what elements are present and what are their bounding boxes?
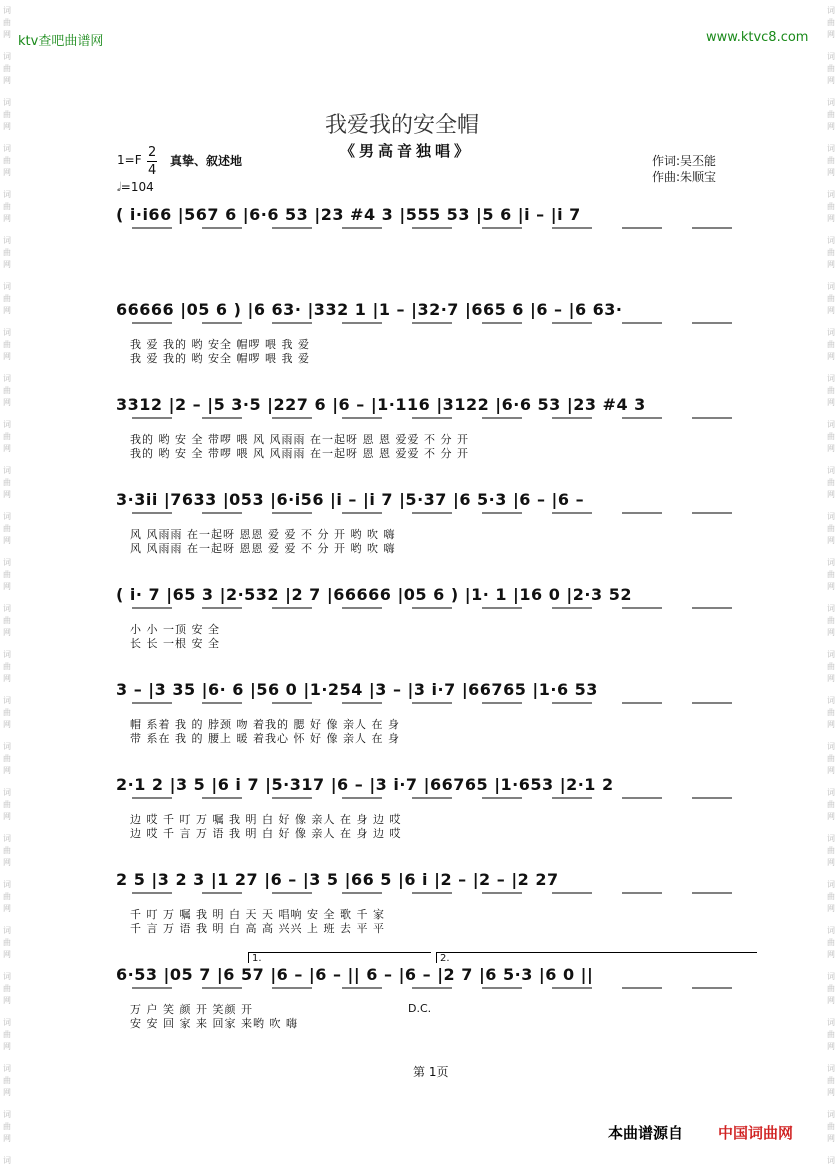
watermark-glyph: 词	[3, 880, 11, 889]
watermark-glyph: 曲	[3, 110, 11, 119]
watermark-glyph: 网	[827, 1088, 835, 1097]
beam-lines	[116, 605, 776, 619]
watermark-glyph: 网	[827, 904, 835, 913]
watermark-glyph: 曲	[3, 1122, 11, 1131]
watermark-glyph: 词	[3, 742, 11, 751]
watermark-glyph: 网	[827, 536, 835, 545]
watermark-glyph: 词	[827, 282, 835, 291]
watermark-glyph: 网	[3, 122, 11, 131]
notation-line: 3·3ii |7633 |053 |6·i56 |i – |i 7 |5·37 |6 5·3 |6 – |6 –	[116, 490, 585, 509]
time-signature-bottom: 4	[148, 163, 157, 178]
lyrics-verse-2: 带 系在 我 的 腰上 暖 着我心 怀 好 像 亲人 在 身	[130, 732, 400, 745]
watermark-glyph: 词	[827, 788, 835, 797]
watermark-glyph: 曲	[827, 616, 835, 625]
watermark-glyph: 网	[827, 628, 835, 637]
watermark-glyph: 词	[3, 1156, 11, 1165]
da-capo-mark: D.C.	[408, 1002, 432, 1015]
watermark-glyph: 词	[827, 834, 835, 843]
watermark-glyph: 词	[827, 236, 835, 245]
watermark-glyph: 网	[3, 720, 11, 729]
song-title: 我爱我的安全帽	[325, 113, 480, 138]
watermark-glyph: 网	[3, 766, 11, 775]
left-watermark-strip	[2, 0, 14, 1169]
watermark-glyph: 曲	[827, 708, 835, 717]
watermark-glyph: 词	[3, 282, 11, 291]
watermark-glyph: 网	[3, 260, 11, 269]
watermark-glyph: 曲	[827, 110, 835, 119]
lyrics-verse-1: 边 哎 千 叮 万 嘱 我 明 白 好 像 亲人 在 身 边 哎	[130, 813, 402, 826]
watermark-glyph: 词	[3, 328, 11, 337]
watermark-glyph: 网	[827, 122, 835, 131]
watermark-glyph: 曲	[827, 846, 835, 855]
watermark-glyph: 词	[3, 558, 11, 567]
watermark-glyph: 网	[3, 490, 11, 499]
watermark-glyph: 网	[827, 352, 835, 361]
watermark-glyph: 曲	[3, 18, 11, 27]
watermark-glyph: 曲	[3, 616, 11, 625]
watermark-glyph: 曲	[827, 984, 835, 993]
watermark-glyph: 网	[827, 858, 835, 867]
watermark-glyph: 网	[3, 306, 11, 315]
watermark-glyph: 网	[3, 950, 11, 959]
lyrics-verse-1: 我的 哟 安 全 带啰 喂 风 风雨雨 在一起呀 恩 恩 爱爱 不 分 开	[130, 433, 469, 446]
watermark-glyph: 网	[827, 766, 835, 775]
watermark-glyph: 词	[827, 98, 835, 107]
watermark-glyph: 词	[827, 1064, 835, 1073]
watermark-glyph: 词	[3, 374, 11, 383]
lyrics-verse-2: 边 哎 千 言 万 语 我 明 白 好 像 亲人 在 身 边 哎	[130, 827, 402, 840]
lyrics-verse-2: 长 长 一根 安 全	[130, 637, 220, 650]
watermark-glyph: 网	[827, 1042, 835, 1051]
watermark-glyph: 网	[827, 490, 835, 499]
watermark-glyph: 网	[3, 536, 11, 545]
watermark-glyph: 网	[3, 214, 11, 223]
watermark-glyph: 词	[3, 1018, 11, 1027]
watermark-glyph: 曲	[827, 64, 835, 73]
beam-lines	[116, 415, 776, 429]
source-label: 本曲谱源自	[608, 1124, 684, 1142]
watermark-glyph: 曲	[827, 18, 835, 27]
watermark-glyph: 词	[827, 328, 835, 337]
watermark-glyph: 曲	[3, 892, 11, 901]
watermark-glyph: 网	[3, 1134, 11, 1143]
half-note-icon: 𝅗𝅥	[117, 180, 121, 194]
watermark-glyph: 曲	[3, 478, 11, 487]
beam-lines	[116, 985, 776, 999]
notation-line: 3 – |3 35 |6· 6 |56 0 |1·254 |3 – |3 i·7 |66765 |1·6 53	[116, 680, 598, 699]
watermark-glyph: 曲	[827, 386, 835, 395]
watermark-glyph: 曲	[3, 202, 11, 211]
watermark-glyph: 曲	[3, 1030, 11, 1039]
watermark-glyph: 曲	[827, 662, 835, 671]
watermark-glyph: 词	[827, 144, 835, 153]
watermark-glyph: 网	[3, 812, 11, 821]
watermark-glyph: 网	[3, 1088, 11, 1097]
watermark-glyph: 词	[3, 420, 11, 429]
watermark-glyph: 词	[827, 604, 835, 613]
watermark-glyph: 网	[3, 168, 11, 177]
watermark-glyph: 曲	[3, 156, 11, 165]
watermark-glyph: 词	[3, 1110, 11, 1119]
notation-line: 66666 |05 6 ) |6 63· |332 1 |1 – |32·7 |665 6 |6 – |6 63·	[116, 300, 623, 319]
watermark-glyph: 曲	[3, 800, 11, 809]
watermark-glyph: 曲	[827, 800, 835, 809]
watermark-glyph: 词	[3, 604, 11, 613]
watermark-glyph: 词	[827, 52, 835, 61]
lyrics-verse-2: 我 爱 我的 哟 安全 帽啰 喂 我 爱	[130, 352, 310, 365]
watermark-glyph: 词	[3, 236, 11, 245]
lyrics-verse-1: 我 爱 我的 哟 安全 帽啰 喂 我 爱	[130, 338, 310, 351]
lyrics-verse-1: 小 小 一顶 安 全	[130, 623, 220, 636]
watermark-glyph: 曲	[3, 64, 11, 73]
watermark-glyph: 词	[3, 466, 11, 475]
watermark-glyph: 网	[827, 950, 835, 959]
watermark-glyph: 词	[827, 466, 835, 475]
watermark-glyph: 网	[827, 214, 835, 223]
watermark-glyph: 网	[3, 76, 11, 85]
volta-1-bracket	[248, 952, 431, 963]
watermark-glyph: 曲	[827, 432, 835, 441]
lyrics-verse-1: 帽 系着 我 的 脖颈 吻 着我的 腮 好 像 亲人 在 身	[130, 718, 400, 731]
watermark-glyph: 词	[3, 144, 11, 153]
lyrics-verse-2: 安 安 回 家 来 回家 来哟 吹 嗨	[130, 1017, 298, 1030]
right-watermark-strip	[826, 0, 838, 1169]
watermark-glyph: 词	[3, 512, 11, 521]
beam-lines	[116, 700, 776, 714]
time-signature-line	[147, 161, 157, 162]
watermark-glyph: 词	[827, 190, 835, 199]
watermark-glyph: 词	[827, 972, 835, 981]
watermark-glyph: 曲	[827, 892, 835, 901]
watermark-glyph: 曲	[827, 524, 835, 533]
watermark-glyph: 词	[827, 926, 835, 935]
watermark-glyph: 网	[827, 996, 835, 1005]
watermark-glyph: 网	[827, 398, 835, 407]
watermark-glyph: 词	[3, 190, 11, 199]
watermark-glyph: 网	[3, 1042, 11, 1051]
watermark-glyph: 词	[827, 374, 835, 383]
watermark-glyph: 曲	[3, 340, 11, 349]
watermark-glyph: 曲	[3, 248, 11, 257]
watermark-glyph: 曲	[827, 1030, 835, 1039]
watermark-glyph: 曲	[827, 938, 835, 947]
watermark-glyph: 词	[3, 1064, 11, 1073]
composer: 作曲:朱顺宝	[652, 170, 717, 184]
watermark-glyph: 曲	[3, 570, 11, 579]
watermark-glyph: 网	[3, 858, 11, 867]
beam-lines	[116, 225, 776, 239]
header-left-site[interactable]: ktv查吧曲谱网	[18, 34, 104, 49]
watermark-glyph: 网	[827, 168, 835, 177]
watermark-glyph: 曲	[3, 386, 11, 395]
notation-line: 6·53 |05 7 |6 57 |6 – |6 – || 6 – |6 – |2 7 |6 5·3 |6 0 ||	[116, 965, 594, 984]
watermark-glyph: 曲	[827, 248, 835, 257]
watermark-glyph: 词	[827, 512, 835, 521]
watermark-glyph: 词	[827, 880, 835, 889]
watermark-glyph: 词	[3, 788, 11, 797]
beam-lines	[116, 510, 776, 524]
time-signature-top: 2	[148, 145, 157, 160]
notation-line: 2 5 |3 2 3 |1 27 |6 – |3 5 |66 5 |6 i |2 – |2 – |2 27	[116, 870, 559, 889]
source-site-link[interactable]: 中国词曲网	[718, 1124, 794, 1142]
watermark-glyph: 网	[3, 30, 11, 39]
watermark-glyph: 网	[827, 444, 835, 453]
watermark-glyph: 曲	[827, 478, 835, 487]
notation-line: ( i· 7 |65 3 |2·532 |2 7 |66666 |05 6 ) |1· 1 |16 0 |2·3 52	[116, 585, 632, 604]
lyrics-verse-1: 千 叮 万 嘱 我 明 白 天 天 唱响 安 全 歌 千 家	[130, 908, 385, 921]
watermark-glyph: 曲	[3, 524, 11, 533]
watermark-glyph: 曲	[827, 1076, 835, 1085]
lyrics-verse-1: 风 风雨雨 在一起呀 恩恩 爱 爱 不 分 开 哟 吹 嗨	[130, 528, 396, 541]
watermark-glyph: 网	[3, 352, 11, 361]
watermark-glyph: 网	[3, 444, 11, 453]
watermark-glyph: 曲	[827, 754, 835, 763]
watermark-glyph: 曲	[827, 1122, 835, 1131]
watermark-glyph: 词	[827, 650, 835, 659]
watermark-glyph: 网	[827, 812, 835, 821]
watermark-glyph: 词	[827, 1110, 835, 1119]
volta-2-label: 2.	[440, 953, 450, 964]
watermark-glyph: 曲	[827, 570, 835, 579]
watermark-glyph: 曲	[827, 202, 835, 211]
watermark-glyph: 曲	[3, 708, 11, 717]
watermark-glyph: 曲	[3, 662, 11, 671]
tempo-mark: 𝅗𝅥=104	[117, 180, 154, 194]
watermark-glyph: 网	[827, 1134, 835, 1143]
watermark-glyph: 曲	[827, 340, 835, 349]
watermark-glyph: 曲	[3, 754, 11, 763]
watermark-glyph: 曲	[3, 432, 11, 441]
watermark-glyph: 曲	[3, 938, 11, 947]
volta-2-bracket	[436, 952, 757, 963]
watermark-glyph: 词	[3, 98, 11, 107]
expression-mark: 真挚、叙述地	[170, 154, 243, 168]
beam-lines	[116, 795, 776, 809]
beam-lines	[116, 320, 776, 334]
lyrics-verse-1: 万 户 笑 颜 开 笑颜 开	[130, 1003, 253, 1016]
watermark-glyph: 网	[827, 30, 835, 39]
watermark-glyph: 网	[827, 306, 835, 315]
watermark-glyph: 曲	[3, 1076, 11, 1085]
lyrics-verse-2: 千 言 万 语 我 明 白 高 高 兴兴 上 班 去 平 平	[130, 922, 385, 935]
lyrics-verse-2: 风 风雨雨 在一起呀 恩恩 爱 爱 不 分 开 哟 吹 嗨	[130, 542, 396, 555]
watermark-glyph: 网	[827, 76, 835, 85]
watermark-glyph: 词	[827, 1018, 835, 1027]
watermark-glyph: 网	[3, 628, 11, 637]
watermark-glyph: 曲	[827, 294, 835, 303]
watermark-glyph: 词	[827, 558, 835, 567]
watermark-glyph: 词	[3, 926, 11, 935]
beam-lines	[116, 890, 776, 904]
watermark-glyph: 词	[827, 1156, 835, 1165]
watermark-glyph: 网	[3, 996, 11, 1005]
watermark-glyph: 词	[827, 742, 835, 751]
notation-line: 3312 |2 – |5 3·5 |227 6 |6 – |1·116 |3122 |6·6 53 |23 #4 3	[116, 395, 646, 414]
volta-1-label: 1.	[252, 953, 262, 964]
watermark-glyph: 词	[3, 650, 11, 659]
key-signature: 1=F	[117, 153, 142, 167]
watermark-glyph: 网	[3, 582, 11, 591]
lyrics-verse-2: 我的 哟 安 全 带啰 喂 风 风雨雨 在一起呀 恩 恩 爱爱 不 分 开	[130, 447, 469, 460]
watermark-glyph: 词	[3, 972, 11, 981]
watermark-glyph: 词	[827, 6, 835, 15]
watermark-glyph: 网	[3, 904, 11, 913]
watermark-glyph: 词	[827, 696, 835, 705]
watermark-glyph: 词	[3, 6, 11, 15]
notation-line: 2·1 2 |3 5 |6 i 7 |5·317 |6 – |3 i·7 |66765 |1·653 |2·1 2	[116, 775, 614, 794]
watermark-glyph: 网	[827, 582, 835, 591]
watermark-glyph: 词	[3, 52, 11, 61]
watermark-glyph: 词	[3, 696, 11, 705]
watermark-glyph: 网	[827, 674, 835, 683]
watermark-glyph: 词	[3, 834, 11, 843]
watermark-glyph: 词	[827, 420, 835, 429]
watermark-glyph: 曲	[3, 294, 11, 303]
watermark-glyph: 曲	[827, 156, 835, 165]
watermark-glyph: 网	[3, 674, 11, 683]
watermark-glyph: 网	[827, 720, 835, 729]
notation-line: ( i·i66 |567 6 |6·6 53 |23 #4 3 |555 53 |5 6 |i – |i 7	[116, 205, 581, 224]
watermark-glyph: 曲	[3, 846, 11, 855]
song-subtitle: 《男高音独唱》	[340, 142, 474, 160]
header-right-site[interactable]: www.ktvc8.com	[706, 30, 809, 45]
watermark-glyph: 网	[827, 260, 835, 269]
page-number: 第 1页	[413, 1065, 449, 1079]
watermark-glyph: 曲	[3, 984, 11, 993]
lyricist: 作词:吴丕能	[652, 154, 717, 168]
watermark-glyph: 网	[3, 398, 11, 407]
